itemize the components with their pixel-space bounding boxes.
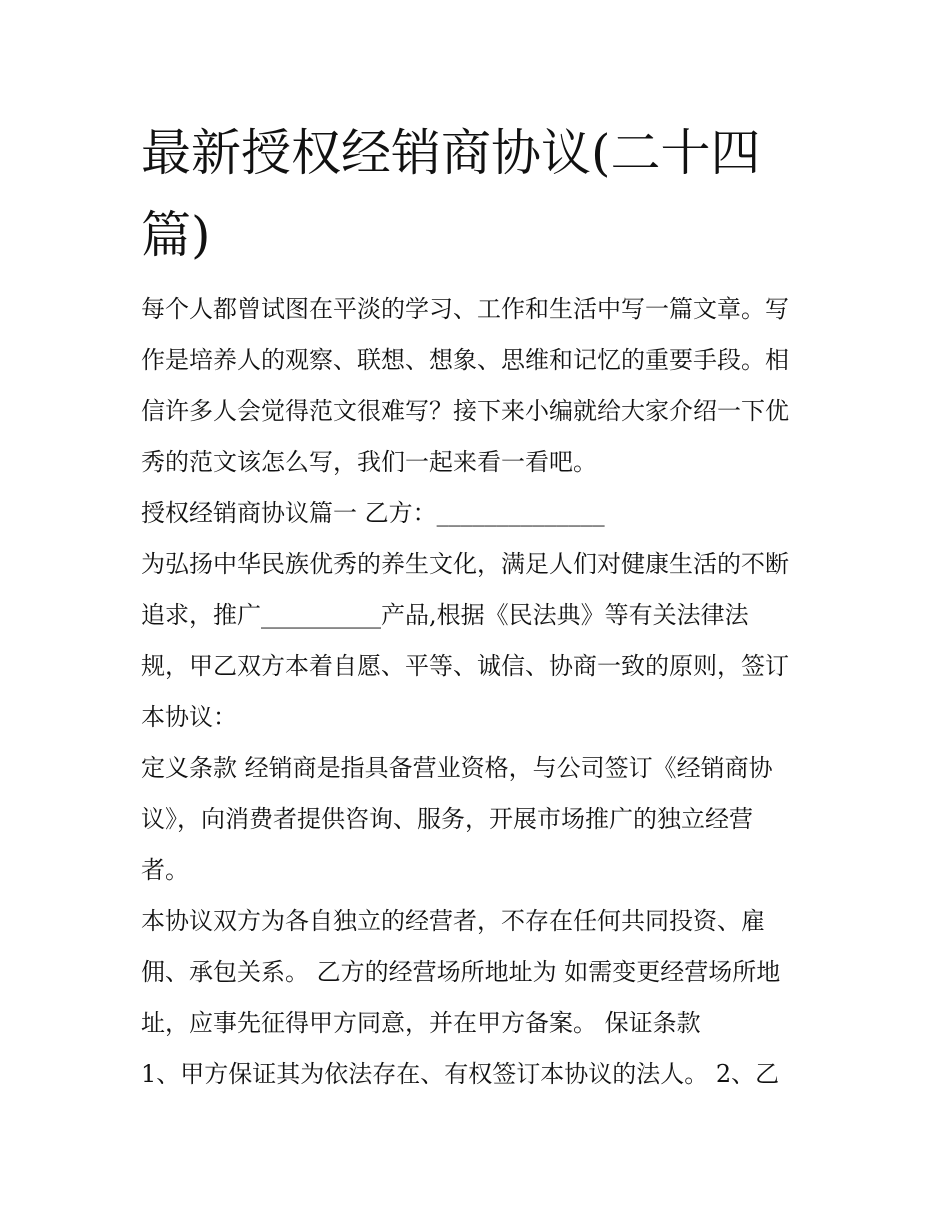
title-line: 篇)	[141, 206, 211, 264]
text-line: 址，应事先征得甲方同意，并在甲方备案。 保证条款	[141, 1009, 701, 1037]
text-line: 者。	[141, 856, 189, 884]
title-line: 最新授权经销商协议(二十四	[141, 124, 761, 182]
relation-paragraph	[141, 896, 821, 1049]
text-line: 本协议双方为各自独立的经营者，不存在任何共同投资、雇	[141, 907, 765, 935]
text-line: 信许多人会觉得范文很难写？接下来小编就给大家介绍一下优	[141, 397, 789, 425]
text-line: 追求，推广__________产品,根据《民法典》等有关法律法	[141, 601, 749, 629]
text-line: 为弘扬中华民族优秀的养生文化，满足人们对健康生活的不断	[141, 550, 789, 578]
text-line: 定义条款 经销商是指具备营业资格，与公司签订《经销商协	[141, 754, 773, 782]
text-line: 规，甲乙双方本着自愿、平等、诚信、协商一致的原则，签订	[141, 652, 789, 680]
text-line: 作是培养人的观察、联想、想象、思维和记忆的重要手段。相	[141, 346, 789, 374]
text-line: 本协议：	[141, 703, 237, 731]
purpose-paragraph	[141, 539, 821, 743]
document-page	[141, 112, 821, 1100]
intro-paragraph	[141, 284, 821, 488]
text-line: 秀的范文该怎么写，我们一起来看一看吧。	[141, 448, 597, 476]
guarantee-paragraph	[141, 1049, 821, 1100]
text-line: 佣、承包关系。 乙方的经营场所地址为 如需变更经营场所地	[141, 958, 781, 986]
document-title	[141, 112, 821, 276]
text-line: 授权经销商协议篇一 乙方：______________	[141, 499, 605, 527]
text-line: 1、甲方保证其为依法存在、有权签订本协议的法人。 2、乙	[141, 1060, 780, 1088]
definition-paragraph	[141, 743, 821, 896]
text-line: 议》，向消费者提供咨询、服务，开展市场推广的独立经营	[141, 805, 753, 833]
text-line: 每个人都曾试图在平淡的学习、工作和生活中写一篇文章。写	[141, 295, 789, 323]
section-heading	[141, 488, 821, 539]
